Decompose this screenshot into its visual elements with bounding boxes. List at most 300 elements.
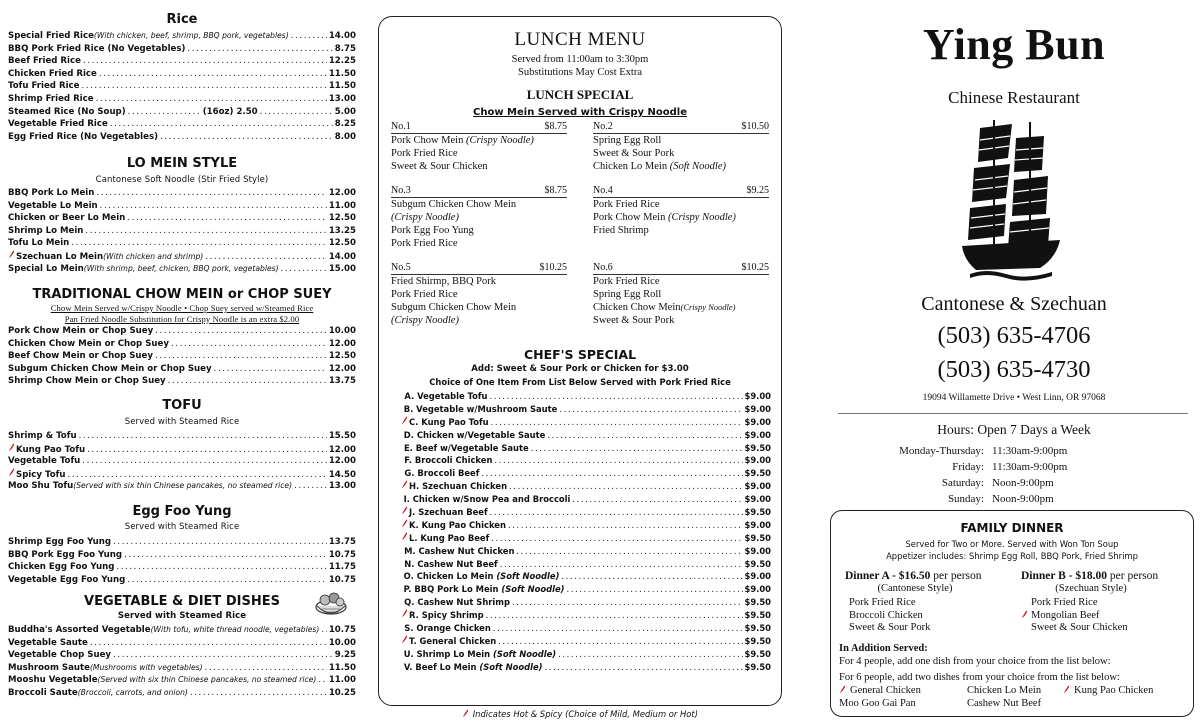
- menu-item: [8, 187, 356, 200]
- menu-item-price: 14.00: [328, 251, 356, 262]
- chef-item-price: $9.00: [744, 416, 771, 427]
- chef-item-price: $9.50: [744, 623, 771, 634]
- combo-dish: Pork Chow Mein: [593, 212, 668, 223]
- section-title: Rice: [166, 12, 198, 27]
- leader-dots: [508, 519, 743, 532]
- chef-item-note: (Soft Noodle): [496, 571, 560, 582]
- menu-item-name: [8, 624, 319, 637]
- combo-line: [593, 314, 769, 327]
- item-name-text: C. Kung Pao Tofu: [409, 416, 489, 427]
- menu-item-name: [8, 200, 98, 213]
- menu-item: [8, 624, 356, 637]
- leader-dots: [127, 574, 327, 587]
- menu-item-price: 12.00: [328, 363, 356, 374]
- tofu-list: [8, 430, 356, 493]
- combo-dish: Pork Fried Rice: [593, 276, 660, 287]
- phone-number-secondary[interactable]: (503) 635-4730: [937, 356, 1091, 383]
- item-name-text: R. Spicy Shrimp: [409, 610, 484, 621]
- chef-item-name: [404, 442, 529, 455]
- item-name-text: Shrimp Lo Mein: [8, 225, 84, 236]
- leader-dots: [67, 469, 326, 481]
- section-title: TRADITIONAL CHOW MEIN or CHOP SUEY: [32, 287, 332, 302]
- combo-header: [593, 262, 769, 275]
- chili-pepper-icon: [401, 519, 408, 528]
- leader-dots: [558, 648, 742, 661]
- combo-line: [391, 211, 567, 224]
- menu-item-name: [8, 225, 83, 238]
- menu-item-price: 13.00: [328, 481, 356, 492]
- icon-spacer: [401, 648, 403, 657]
- menu-item-name: [8, 637, 88, 650]
- dinner-item: [1021, 610, 1191, 623]
- combo-dish: Pork Fried Rice: [391, 148, 458, 159]
- chef-item-price: $9.00: [744, 481, 771, 492]
- dinner-item-name: Sweet & Sour Pork: [849, 622, 931, 633]
- section-note: Chow Mein Served w/Crispy Noodle • Chop Suey served w/Steamed Rice: [50, 303, 314, 313]
- menu-item-name: [8, 237, 69, 250]
- leader-dots: [96, 187, 326, 200]
- combo-dish: Pork Fried Rice: [391, 238, 458, 249]
- menu-item-name: [8, 480, 292, 493]
- icon-spacer: [401, 558, 403, 567]
- leader-dots: [168, 375, 327, 388]
- combo-header: [391, 185, 567, 198]
- item-name-text: N. Cashew Nut Beef: [404, 558, 498, 569]
- menu-item: [8, 93, 356, 106]
- chef-item-name: [409, 519, 506, 532]
- leader-dots: [127, 212, 327, 225]
- combo-dish: Subgum Chicken Chow Mein: [391, 199, 517, 210]
- item-name-text: BBQ Pork Egg Foo Yung: [8, 549, 123, 560]
- menu-item-name: [8, 187, 94, 200]
- addition-choice: [1063, 685, 1153, 698]
- item-name-text: Mushroom Saute: [8, 662, 90, 673]
- combo-line: [391, 301, 567, 314]
- menu-item-price: 8.25: [334, 119, 356, 130]
- dinner-item: [845, 622, 1010, 635]
- combo-line: [391, 275, 567, 288]
- menu-item-name: [8, 536, 111, 549]
- menu-item-price: 10.75: [328, 549, 356, 560]
- menu-item-name: [8, 674, 316, 687]
- item-name-text: Vegetable Egg Foo Yung: [8, 574, 126, 585]
- hours-day: Monday-Thursday:: [899, 445, 984, 457]
- chef-item-note: (Soft Noodle): [493, 648, 557, 659]
- chef-item-price: $9.50: [744, 648, 771, 659]
- chili-pepper-icon: [839, 685, 846, 694]
- lunch-special-subtitle: Chow Mein Served with Crispy Noodle: [473, 107, 687, 118]
- combo-header: [593, 185, 769, 198]
- section-title: LO MEIN STYLE: [126, 156, 238, 171]
- chef-item-name: [409, 506, 488, 519]
- chili-pepper-icon: [1021, 610, 1028, 619]
- combo-line: [391, 314, 567, 327]
- chef-item-price: $9.00: [744, 519, 771, 530]
- icon-spacer: [401, 390, 403, 399]
- chef-item-note: (Soft Noodle): [501, 584, 565, 595]
- item-name-text: Buddha's Assorted Vegetable: [8, 625, 151, 635]
- chef-item-price: $9.00: [744, 391, 771, 401]
- menu-item-price: 12.50: [328, 351, 356, 362]
- menu-item-name: [8, 55, 81, 68]
- combo-dish-note: (Soft Noodle): [669, 161, 726, 172]
- menu-item-price: 12.50: [328, 238, 356, 249]
- menu-item-note: (With chicken and shrimp): [103, 251, 204, 261]
- lunch-menu-panel: [378, 16, 782, 706]
- dinner-item-name: Pork Fried Rice: [849, 597, 916, 608]
- menu-item: [8, 80, 356, 93]
- phone-number-primary[interactable]: (503) 635-4706: [937, 322, 1091, 349]
- item-name-text: Tofu Lo Mein: [8, 238, 70, 249]
- menu-item: [8, 200, 356, 213]
- menu-item-price: 12.00: [328, 456, 356, 467]
- combo-dish: Pork Egg Foo Yung: [391, 225, 474, 236]
- combo-number: No.3: [391, 185, 411, 196]
- item-name-text: B. Vegetable w/Mushroom Saute: [403, 403, 558, 414]
- menu-item-name: [8, 363, 212, 376]
- item-name-text: E. Beef w/Vegetable Saute: [403, 442, 529, 453]
- combo-line: [391, 147, 567, 160]
- chef-item-name: [404, 545, 514, 558]
- leader-dots: [566, 583, 742, 596]
- cuisine-label: Cantonese & Szechuan: [921, 293, 1107, 315]
- item-name-text: L. Kung Pao Beef: [409, 532, 490, 543]
- leader-dots: [493, 622, 743, 635]
- menu-item-name: [8, 118, 108, 131]
- section-subtitle: Served with Steamed Rice: [117, 611, 247, 621]
- menu-item-price: 8.75: [334, 43, 356, 54]
- combo-line: [391, 288, 567, 301]
- menu-item: [8, 637, 356, 650]
- item-name-text: Vegetable Lo Mein: [8, 200, 98, 211]
- menu-item-name: [16, 444, 85, 456]
- item-name-text: Chicken Chow Mein or Chop Suey: [8, 338, 169, 349]
- leader-dots: [544, 661, 742, 674]
- leader-dots: [128, 106, 201, 119]
- leader-dots: [561, 570, 742, 583]
- leader-dots: [81, 80, 326, 93]
- menu-item: [8, 30, 356, 43]
- dinner-b-label: Dinner B - $18.00: [1021, 570, 1108, 582]
- section-title: TOFU: [162, 398, 202, 413]
- combo-line: [391, 160, 567, 173]
- leader-dots: [531, 442, 743, 455]
- dinner-item: [845, 610, 1010, 623]
- item-name-text: Vegetable Fried Rice: [8, 119, 108, 130]
- lunch-served: Served from 11:00am to 3:30pm: [511, 54, 649, 65]
- combo-dish: Spring Egg Roll: [593, 289, 662, 300]
- item-name-text: S. Orange Chicken: [404, 623, 491, 634]
- leader-dots: [294, 480, 327, 493]
- chef-item-note: (Soft Noodle): [479, 661, 543, 672]
- chef-item-name: [404, 622, 491, 635]
- chili-pepper-icon: [1063, 685, 1070, 694]
- menu-item: [8, 443, 356, 456]
- leader-dots: [171, 338, 327, 351]
- dinner-a: [845, 570, 1010, 635]
- family-title: FAMILY DINNER: [960, 521, 1064, 535]
- combo-dish: Fried Shrimp: [593, 225, 649, 236]
- hours-row: [832, 491, 1196, 507]
- chef-item-name: [404, 596, 510, 609]
- menu-item-name: [16, 469, 65, 481]
- item-name-text: Subgum Chicken Chow Mein or Chop Suey: [8, 363, 212, 374]
- dinner-a-items: [845, 597, 1010, 635]
- chef-special-item: [401, 403, 771, 416]
- hours-time: Noon-9:00pm: [992, 493, 1054, 505]
- item-name-text: P. BBQ Pork Lo Mein: [403, 584, 502, 595]
- chef-item-name: [409, 532, 489, 545]
- chef-special-item: [401, 570, 771, 583]
- menu-item: [8, 212, 356, 225]
- leader-dots: [113, 649, 333, 662]
- leader-dots: [490, 390, 743, 403]
- item-name-text: Tofu Fried Rice: [8, 81, 80, 92]
- item-name-text: V. Beef Lo Mein: [403, 661, 480, 672]
- icon-spacer: [401, 467, 403, 476]
- menu-item-price: 13.00: [328, 93, 356, 104]
- chef-special-item: [401, 493, 771, 506]
- leader-dots: [281, 263, 327, 276]
- icon-spacer: [401, 442, 403, 451]
- item-name-text: H. Szechuan Chicken: [409, 481, 508, 492]
- section-subtitle: Cantonese Soft Noodle (Stir Fried Style): [95, 175, 269, 185]
- item-name-text: Steamed Rice (No Soup): [8, 106, 126, 117]
- menu-item-name: [8, 325, 153, 338]
- addition-choice: [839, 685, 921, 698]
- menu-item-price: 8.00: [334, 131, 356, 142]
- menu-item-price: 10.75: [328, 625, 356, 635]
- dinner-item: [1021, 597, 1191, 610]
- item-name-text: Chicken Egg Foo Yung: [8, 562, 115, 573]
- hours-time: 11:30am-9:00pm: [992, 461, 1068, 473]
- hours-day: Sunday:: [947, 493, 984, 505]
- menu-item: [8, 549, 356, 562]
- hours-day: Saturday:: [941, 477, 984, 489]
- item-name-text: Mooshu Vegetable: [8, 675, 98, 686]
- menu-item-name: [8, 106, 126, 119]
- menu-item-price: 11.50: [328, 81, 356, 92]
- lunch-combo: [391, 185, 567, 250]
- vegetable-basket-icon: [314, 590, 348, 616]
- item-name-text: I. Chicken w/Snow Pea and Broccoli: [403, 494, 571, 505]
- addition-four: For 4 people, add one dish from your choice from the list below:: [839, 656, 1111, 667]
- item-name-text: Pork Chow Mein or Chop Suey: [8, 326, 154, 336]
- menu-item-price: 10.00: [328, 637, 356, 648]
- chef-item-price: $9.50: [744, 442, 771, 453]
- item-name-text: Moo Shu Tofu: [8, 481, 74, 492]
- item-name-text: BBQ Pork Lo Mein: [8, 188, 95, 198]
- chef-item-name: [404, 661, 543, 674]
- combo-price: $10.50: [741, 121, 769, 132]
- combo-number: No.2: [593, 121, 613, 132]
- chili-pepper-icon: [401, 532, 408, 541]
- chef-special-item: [401, 661, 771, 674]
- combo-price: $8.75: [544, 185, 567, 196]
- item-name-text: Broccoli Saute: [8, 687, 78, 698]
- combo-dish: Pork Fried Rice: [593, 199, 660, 210]
- menu-item-note: (Broccoli, carrots, and onion): [77, 687, 188, 697]
- item-name-text: T. General Chicken: [409, 635, 497, 646]
- leader-dots: [486, 609, 743, 622]
- item-name-text: Shrimp Egg Foo Yung: [8, 537, 112, 547]
- dinner-item: [845, 597, 1010, 610]
- leader-dots: [113, 536, 327, 549]
- dinner-b: [1021, 570, 1191, 635]
- hours-title: Hours: Open 7 Days a Week: [937, 422, 1091, 437]
- choice-name: Cashew Nut Beef: [967, 698, 1042, 709]
- combo-line: [593, 198, 769, 211]
- menu-item-name: [8, 561, 114, 574]
- dinner-b-items: [1021, 597, 1191, 635]
- menu-item: [8, 574, 356, 587]
- combo-dish: Sweet & Sour Pork: [593, 315, 675, 326]
- item-name-text: Shrimp Fried Rice: [8, 93, 94, 104]
- chef-item-name: [404, 648, 556, 661]
- chowmein-list: [8, 325, 356, 388]
- combo-line: [391, 198, 567, 211]
- chef-item-price: $9.50: [744, 558, 771, 569]
- leader-dots: [71, 237, 327, 250]
- hours-row: [832, 459, 1196, 475]
- section-title: VEGETABLE & DIET DISHES: [84, 594, 280, 609]
- item-name-text: Special Fried Rice: [8, 31, 94, 41]
- menu-item-name: [8, 212, 125, 225]
- lunch-substitutions: Substitutions May Cost Extra: [518, 67, 642, 78]
- menu-item-price: 12.50: [328, 213, 356, 224]
- chef-item-name: [404, 493, 571, 506]
- menu-item-name: [16, 251, 203, 263]
- chef-item-name: [409, 480, 507, 493]
- leader-dots: [490, 506, 743, 519]
- combo-number: No.1: [391, 121, 411, 132]
- chef-item-price: $9.00: [744, 429, 771, 440]
- addition-title: In Addition Served:: [839, 643, 928, 654]
- combo-dish: Sweet & Sour Pork: [593, 148, 675, 159]
- leader-dots: [160, 131, 333, 144]
- chili-pepper-icon: [401, 635, 408, 644]
- combo-line: [593, 211, 769, 224]
- menu-item-name: [8, 375, 166, 388]
- menu-item: [8, 350, 356, 363]
- item-name-text: O. Chicken Lo Mein: [403, 571, 497, 582]
- chili-pepper-icon: [401, 416, 408, 425]
- chef-special-item: [401, 480, 771, 493]
- chef-item-price: $9.00: [744, 403, 771, 414]
- menu-item-name: [8, 263, 279, 276]
- lunch-combo: [593, 185, 769, 237]
- icon-spacer: [401, 429, 403, 438]
- leader-dots: [318, 674, 326, 687]
- chef-item-name: [404, 583, 565, 596]
- menu-item-price: 11.50: [328, 68, 356, 79]
- combo-line: [391, 224, 567, 237]
- chef-item-name: [404, 390, 487, 403]
- combo-line: [593, 288, 769, 301]
- address: 19094 Willamette Drive • West Linn, OR 97068: [922, 393, 1106, 403]
- leader-dots: [500, 558, 743, 571]
- chef-special-list: [401, 390, 771, 674]
- lunch-combo: [391, 121, 567, 173]
- chef-special-title: CHEF'S SPECIAL: [523, 347, 637, 362]
- vegetable-section: [8, 594, 356, 700]
- menu-item: [8, 118, 356, 131]
- item-name-text: A. Vegetable Tofu: [404, 391, 488, 401]
- menu-item: [8, 536, 356, 549]
- combo-dish: Subgum Chicken Chow Mein: [391, 302, 517, 313]
- menu-item-price: 10.25: [328, 687, 356, 698]
- section-note: Pan Fried Noodle Substitution for Crispy Noodle is an extra $2.00: [64, 313, 300, 324]
- combo-price: $10.25: [741, 262, 769, 273]
- hours-table: [832, 443, 1196, 507]
- menu-item: [8, 455, 356, 468]
- addition-choice: [839, 698, 916, 711]
- lunch-combo: [593, 262, 769, 327]
- menu-item-price: 15.50: [328, 431, 356, 441]
- eggfooyung-list: [8, 536, 356, 586]
- icon-spacer: [401, 493, 403, 502]
- chef-item-name: [409, 635, 496, 648]
- menu-item: [8, 55, 356, 68]
- chef-item-name: [404, 429, 546, 442]
- vegetable-list: [8, 624, 356, 700]
- leader-dots: [498, 635, 742, 648]
- combo-dish-note: (Crispy Noodle): [465, 135, 534, 146]
- icon-spacer: [401, 622, 403, 631]
- menu-item: [8, 363, 356, 376]
- chef-special-item: [401, 454, 771, 467]
- menu-item-size-price: (16oz) 2.50: [202, 106, 258, 117]
- combo-header: [391, 121, 567, 134]
- combo-line: [593, 134, 769, 147]
- chef-special-item: [401, 596, 771, 609]
- item-name-text: F. Broccoli Chicken: [404, 455, 493, 466]
- chef-item-price: $9.50: [744, 532, 771, 543]
- combo-dish: Pork Chow Mein: [391, 135, 466, 146]
- combo-number: No.5: [391, 262, 411, 273]
- menu-item-price: 11.50: [328, 662, 356, 673]
- item-name-text: Beef Fried Rice: [8, 56, 81, 67]
- leader-dots: [491, 532, 742, 545]
- leader-dots: [491, 416, 743, 429]
- menu-item-note: (Served with six thin Chinese pancakes, no steamed rice): [73, 481, 293, 491]
- chef-item-price: $9.50: [744, 507, 771, 518]
- hours-time: 11:30am-9:00pm: [992, 445, 1068, 457]
- eggfooyung-section: [8, 504, 356, 586]
- restaurant-name: Ying Bun: [922, 20, 1106, 69]
- leader-dots: [116, 561, 326, 574]
- chef-item-price: $9.00: [744, 571, 771, 582]
- menu-item-name: [8, 430, 77, 443]
- chef-item-price: $9.00: [744, 545, 771, 556]
- combo-line: [391, 237, 567, 250]
- leader-dots: [205, 251, 326, 263]
- item-name-text: Vegetable Saute: [8, 637, 88, 648]
- hours-day: Friday:: [952, 461, 984, 473]
- menu-item-name: [8, 68, 97, 81]
- menu-item-price: 14.50: [328, 469, 356, 480]
- chef-item-price: $9.50: [744, 635, 771, 646]
- combo-dish-note: (Crispy Noodle): [391, 212, 459, 223]
- leader-dots: [100, 200, 327, 213]
- combo-header: [391, 262, 567, 275]
- icon-spacer: [401, 545, 403, 554]
- leader-dots: [90, 637, 327, 650]
- menu-item-price: 13.25: [328, 225, 356, 236]
- chef-special-add: Add: Sweet & Sour Pork or Chicken for $3.00: [471, 364, 689, 374]
- lunch-combo: [593, 121, 769, 173]
- item-name-text: Special Lo Mein: [8, 263, 84, 274]
